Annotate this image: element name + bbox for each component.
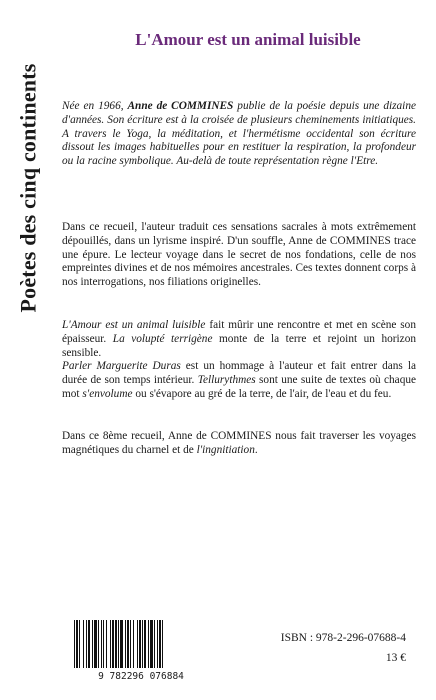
barcode-bar — [86, 620, 87, 668]
barcode — [66, 618, 216, 682]
book-title: L'Amour est un animal luisible — [135, 30, 361, 49]
barcode-bar — [150, 620, 153, 668]
barcode-bar — [133, 620, 134, 668]
barcode-digits: 9 782296 076884 — [98, 671, 184, 682]
text: . — [254, 443, 258, 456]
barcode-bar — [110, 620, 111, 668]
author-bio — [62, 100, 416, 169]
title-italic: L'Amour est un animal luisible — [62, 319, 206, 331]
barcode-bar — [74, 620, 75, 668]
barcode-bar — [162, 620, 163, 668]
barcode-bar — [115, 620, 117, 668]
price-text: 13 € — [385, 652, 406, 664]
barcode-bar — [127, 620, 129, 668]
barcode-bar — [76, 620, 78, 668]
isbn-text: ISBN : 978-2-296-07688-4 — [280, 632, 406, 644]
series-title-text: Poètes des cinq continents — [16, 62, 41, 313]
description-paragraph-4 — [62, 430, 416, 458]
barcode-bars — [74, 620, 163, 668]
bio-text-1: Née en 1966, — [62, 100, 128, 112]
barcode-bar — [112, 620, 114, 668]
barcode-bar — [98, 620, 99, 668]
barcode-bar — [148, 620, 149, 668]
barcode-bar — [154, 620, 155, 668]
barcode-bar — [137, 620, 138, 668]
barcode-bar — [130, 620, 131, 668]
barcode-bar — [142, 620, 143, 668]
paragraph-text — [62, 430, 416, 458]
barcode-bar — [92, 620, 93, 668]
barcode-bar — [120, 620, 123, 668]
text: sont une suite de textes où chaque mot — [62, 374, 417, 400]
barcode-bar — [103, 620, 104, 668]
barcode-bar — [88, 620, 90, 668]
barcode-bar — [106, 620, 107, 668]
barcode-bar — [79, 620, 80, 668]
text: Dans ce 8ème recueil, Anne de COMMINES nous fait traverser les voyages magnétiques du charnel et de — [62, 430, 416, 456]
text: ou s'évapore au gré de la terre, de l'air, de l'eau et du feu. — [132, 387, 392, 400]
tellurythmes-italic: Tellurythmes — [197, 374, 256, 387]
barcode-bar — [159, 620, 161, 668]
envolume-italic: s'envolume — [82, 387, 133, 400]
barcode-bar — [125, 620, 126, 668]
text: monte de la terre et rejoint un horizon sensible. — [62, 332, 416, 359]
text: fait mûrir une rencontre et met en scène son épaisseur. — [62, 319, 416, 345]
parler-italic: Parler Marguerite Duras — [62, 360, 181, 373]
paragraph-text: Dans ce recueil, l'auteur traduit ces sensations sacrales à mots extrêmement dépouillés, dans un lyrisme inspiré. D'un souffle, Anne de COMMINES trace une épure. Le lecteur voyage dans le secret de nos fondations, celle de nos empreintes divines et de nos mémoires ancestrales. Ces textes donnent corps à nos interrogations, nos filiations originelles. — [62, 221, 416, 289]
barcode-bar — [94, 620, 97, 668]
barcode-bar — [101, 620, 102, 668]
series-title-vertical — [16, 60, 42, 315]
barcode-bar — [118, 620, 119, 668]
bio-text-2: publie de la poésie depuis une dizaine d'années. Son écriture est à la croisée de plusieurs cheminements initiatiques. A travers le Yoga, la méditation, et l'hermétisme occidental son écriture dissout les images habituelles pour en restituer la respiration, la profondeur ou la racine symbolique. Au-delà de toute représentation règne l'Etre. — [62, 100, 416, 168]
barcode-bar — [83, 620, 84, 668]
bio-author-name: Anne de COMMINES — [127, 100, 234, 112]
paragraph-duras — [62, 360, 416, 401]
description-paragraph-1 — [62, 221, 416, 290]
barcode-bar — [157, 620, 158, 668]
description-paragraph-2 — [62, 319, 416, 402]
volupte-italic: La volupté terrigène — [112, 332, 213, 345]
text: est un hommage à l'auteur et fait entrer dans la durée de son temps intérieur. — [62, 360, 416, 387]
paragraph-amour — [62, 319, 416, 360]
ignitiation-italic: l'ingnitiation — [196, 443, 255, 456]
barcode-bar — [139, 620, 141, 668]
barcode-bar — [144, 620, 146, 668]
